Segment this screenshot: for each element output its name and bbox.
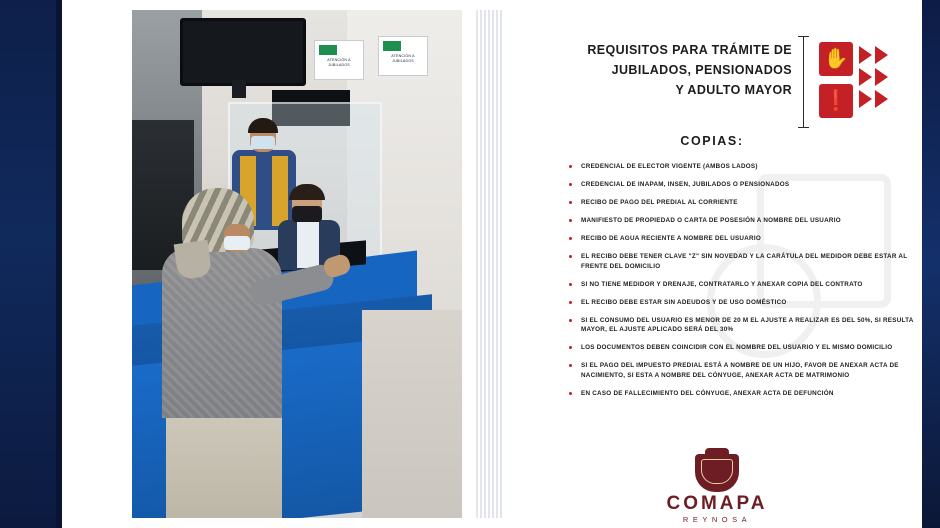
bullet-icon xyxy=(569,219,572,222)
bullet-icon xyxy=(569,346,572,349)
bullet-icon xyxy=(569,283,572,286)
document-page xyxy=(62,0,922,528)
staff-standing-face-mask xyxy=(251,136,275,149)
wall-monitor xyxy=(180,18,306,86)
left-blue-band xyxy=(0,0,62,528)
list-item xyxy=(569,389,929,399)
list-item-text: CREDENCIAL DE ELECTOR VIGENTE (AMBOS LADOS) xyxy=(581,163,758,170)
staff-seated-face-mask xyxy=(292,206,322,222)
list-item xyxy=(569,234,929,244)
sign-color-bar xyxy=(319,45,337,55)
staff-seated-shirt xyxy=(297,222,319,268)
sign-text: ATENCIÓN A JUBILADOS xyxy=(391,54,415,63)
list-item-text: SI EL PAGO DEL IMPUESTO PREDIAL ESTÁ A NOMBRE DE UN HIJO, FAVOR DE ANEXAR ACTA DE NACIMIENTO, SI ESTA A NOMBRE DEL CÓNYUGE, ANEXAR ACTA DE MATRIMONIO xyxy=(581,362,899,379)
crest-top xyxy=(705,448,729,456)
chevron-icon xyxy=(875,90,888,108)
chevron-icon xyxy=(859,90,872,108)
office-counter-photo xyxy=(132,10,462,518)
logo-marks xyxy=(817,36,907,128)
bullet-icon xyxy=(569,392,572,395)
list-item-text: RECIBO DE AGUA RECIENTE A NOMBRE DEL USUARIO xyxy=(581,235,761,242)
logo-square-bottom xyxy=(819,84,853,118)
list-item-text: EN CASO DE FALLECIMIENTO DEL CÓNYUGE, ANEXAR ACTA DE DEFUNCIÓN xyxy=(581,389,834,397)
section-heading: COPIAS: xyxy=(680,134,744,148)
bullet-icon xyxy=(569,255,572,258)
staff-standing-vest-opening xyxy=(256,156,272,226)
list-item xyxy=(569,216,929,226)
list-item xyxy=(569,298,929,308)
list-item xyxy=(569,280,929,290)
wall-sign-jubilados-2 xyxy=(378,36,428,76)
list-item xyxy=(569,198,929,208)
bullet-icon xyxy=(569,364,572,367)
customer-face-mask xyxy=(224,236,250,250)
brand-subtitle: REYNOSA xyxy=(682,515,752,524)
alert-icon: ❗ xyxy=(823,90,849,112)
photo-frame xyxy=(132,10,462,518)
list-item xyxy=(569,180,929,190)
bullet-icon xyxy=(569,319,572,322)
monitor-arm xyxy=(232,80,246,98)
wall-sign-jubilados-1 xyxy=(314,40,364,80)
list-item-text: SI EL CONSUMO DEL USUARIO ES MENOR DE 20 M EL AJUSTE A REALIZAR ES DEL 50%, SI RESULTA MAYOR, EL AJUSTE APLICADO SERÁ DEL 30% xyxy=(581,316,914,333)
list-item-text: EL RECIBO DEBE ESTAR SIN ADEUDOS Y DE USO DOMÉSTICO xyxy=(581,298,787,306)
list-item xyxy=(569,361,929,380)
hand-icon: ✋ xyxy=(823,48,849,70)
bullet-icon xyxy=(569,165,572,168)
bullet-icon xyxy=(569,301,572,304)
list-item xyxy=(569,343,929,353)
chevron-icon xyxy=(859,46,872,64)
footer-logo xyxy=(637,454,797,524)
title-line-2: JUBILADOS, PENSIONADOS xyxy=(611,63,792,77)
list-item xyxy=(569,252,929,271)
brand-name: COMAPA xyxy=(666,493,768,514)
list-item-text: CREDENCIAL DE INAPAM, INSEN, JUBILADOS O PENSIONADOS xyxy=(581,181,790,188)
customer-skirt xyxy=(166,406,282,518)
title-line-3: Y ADULTO MAYOR xyxy=(675,83,792,97)
list-item-text: RECIBO DE PAGO DEL PREDIAL AL CORRIENTE xyxy=(581,199,738,206)
list-item xyxy=(569,316,929,335)
list-item xyxy=(569,162,929,172)
logo-square-top xyxy=(819,42,853,76)
requirements-list xyxy=(569,162,929,407)
sign-text: ATENCIÓN A JUBILADOS xyxy=(327,58,351,67)
bullet-icon xyxy=(569,237,572,240)
list-item-text: LOS DOCUMENTOS DEBEN COINCIDIR CON EL NOMBRE DEL USUARIO Y EL MISMO DOMICILIO xyxy=(581,344,893,351)
requirements-panel xyxy=(517,14,940,524)
sign-color-bar xyxy=(383,41,401,51)
bullet-icon xyxy=(569,183,572,186)
title-vertical-rule xyxy=(803,36,804,128)
chevron-icon xyxy=(859,68,872,86)
document-title xyxy=(527,40,792,100)
chevron-icon xyxy=(875,46,888,64)
chevron-icon xyxy=(875,68,888,86)
title-line-1: REQUISITOS PARA TRÁMITE DE xyxy=(587,43,792,57)
bullet-icon xyxy=(569,201,572,204)
list-item-text: MANIFIESTO DE PROPIEDAD O CARTA DE POSESIÓN A NOMBRE DEL USUARIO xyxy=(581,217,841,224)
hatched-divider xyxy=(474,10,502,518)
list-item-text: SI NO TIENE MEDIDOR Y DRENAJE, CONTRATARLO Y ANEXAR COPIA DEL CONTRATO xyxy=(581,280,863,288)
floor xyxy=(362,310,462,518)
comapa-crest-icon xyxy=(695,454,739,492)
list-item-text: EL RECIBO DEBE TENER CLAVE "Z" SIN NOVEDAD Y LA CARÁTULA DEL MEDIDOR DEBE ESTAR AL FRENTE DEL DOMICILIO xyxy=(581,253,908,270)
